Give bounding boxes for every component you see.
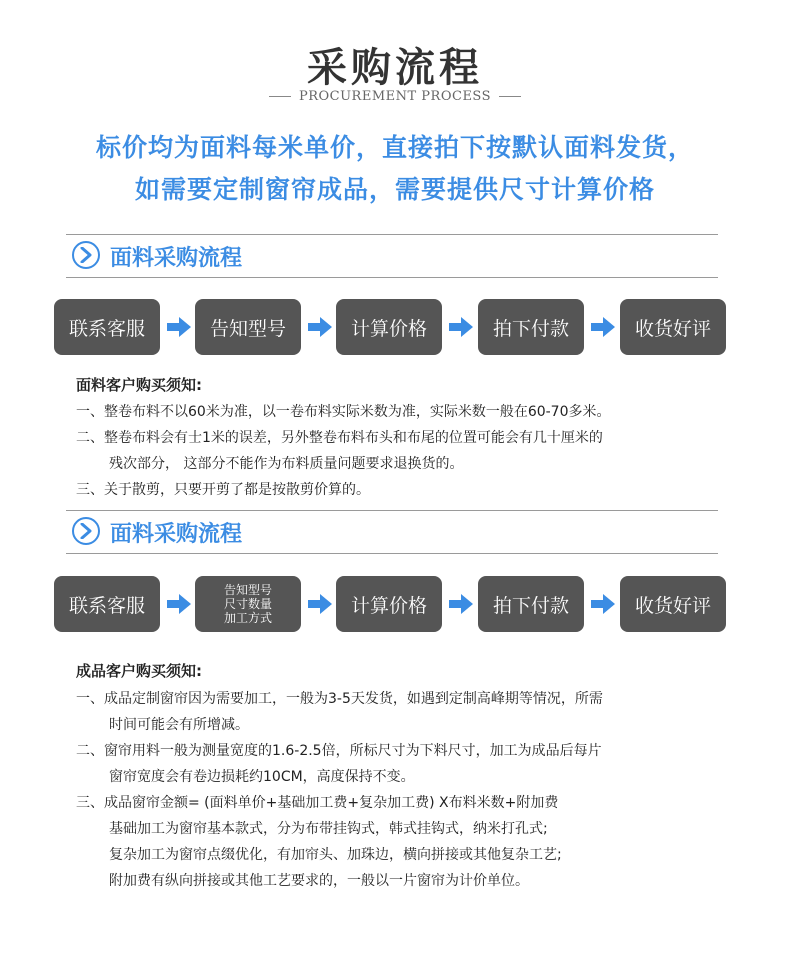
step-line: 加工方式 xyxy=(223,611,272,625)
notice-line-2: 如需要定制窗帘成品，需要提供尺寸计算价格 xyxy=(134,175,655,204)
note-line: 残次部分， 这部分不能作为布料质量问题要求退换货的。 xyxy=(109,456,464,472)
step-line: 告知型号 xyxy=(223,583,272,597)
chevron-right-circle-icon xyxy=(72,241,100,269)
step-tell-model: 告知型号 xyxy=(195,299,301,355)
process-flow-finished xyxy=(54,576,734,632)
step-review: 收货好评 xyxy=(620,299,726,355)
step-review: 收货好评 xyxy=(620,576,726,632)
section-heading-label: 面料采购流程 xyxy=(110,522,243,547)
step-contact-service: 联系客服 xyxy=(54,576,160,632)
step-pay: 拍下付款 xyxy=(478,576,584,632)
page-subtitle xyxy=(0,89,790,104)
divider-right xyxy=(499,96,521,97)
page-title: 采购流程 xyxy=(307,45,483,91)
note-line: 窗帘宽度会有卷边损耗约10CM，高度保持不变。 xyxy=(109,769,415,785)
note-line: 二、窗帘用料一般为测量宽度的1.6-2.5倍，所标尺寸为下料尺寸，加工为成品后每片 xyxy=(76,743,602,759)
step-pay: 拍下付款 xyxy=(478,299,584,355)
note-line: 三、关于散剪，只要开剪了都是按散剪价算的。 xyxy=(76,482,370,498)
note-line: 时间可能会有所增减。 xyxy=(109,717,249,733)
step-calc-price: 计算价格 xyxy=(336,576,442,632)
step-calc-price: 计算价格 xyxy=(336,299,442,355)
arrow-right-icon xyxy=(590,316,616,338)
section-heading-fabric xyxy=(66,234,718,278)
notice-line-1: 标价均为面料每米单价，直接拍下按默认面料发货， xyxy=(95,133,694,162)
section-heading-label: 面料采购流程 xyxy=(110,246,243,271)
note-line: 一、成品定制窗帘因为需要加工，一般为3-5天发货，如遇到定制高峰期等情况，所需 xyxy=(76,691,603,707)
chevron-right-circle-icon xyxy=(72,517,100,545)
step-line: 尺寸数量 xyxy=(223,597,272,611)
notes-title-fabric: 面料客户购买须知: xyxy=(76,376,202,394)
arrow-right-icon xyxy=(448,593,474,615)
section-heading-finished xyxy=(66,510,718,554)
notes-title-finished: 成品客户购买须知: xyxy=(76,662,202,680)
arrow-right-icon xyxy=(307,593,333,615)
note-line: 附加费有纵向拼接或其他工艺要求的，一般以一片窗帘为计价单位。 xyxy=(109,873,529,889)
arrow-right-icon xyxy=(166,593,192,615)
note-line: 二、整卷布料会有士1米的误差，另外整卷布料布头和布尾的位置可能会有几十厘米的 xyxy=(76,430,603,446)
divider-left xyxy=(269,96,291,97)
arrow-right-icon xyxy=(590,593,616,615)
subtitle-text: PROCUREMENT PROCESS xyxy=(298,89,492,104)
note-line: 一、整卷布料不以60米为准，以一卷布料实际米数为准，实际米数一般在60-70多米。 xyxy=(76,404,611,420)
note-line: 基础加工为窗帘基本款式，分为布带挂钩式，韩式挂钩式，纳米打孔式; xyxy=(109,821,548,837)
step-tell-model-size-process xyxy=(195,576,301,632)
process-flow-fabric xyxy=(54,299,734,355)
note-line: 三、成品窗帘金额= (面料单价+基础加工费+复杂加工费) X布料米数+附加费 xyxy=(76,795,559,811)
note-line: 复杂加工为窗帘点缀优化，有加帘头、加珠边，横向拼接或其他复杂工艺; xyxy=(109,847,562,863)
arrow-right-icon xyxy=(448,316,474,338)
arrow-right-icon xyxy=(307,316,333,338)
step-contact-service: 联系客服 xyxy=(54,299,160,355)
arrow-right-icon xyxy=(166,316,192,338)
